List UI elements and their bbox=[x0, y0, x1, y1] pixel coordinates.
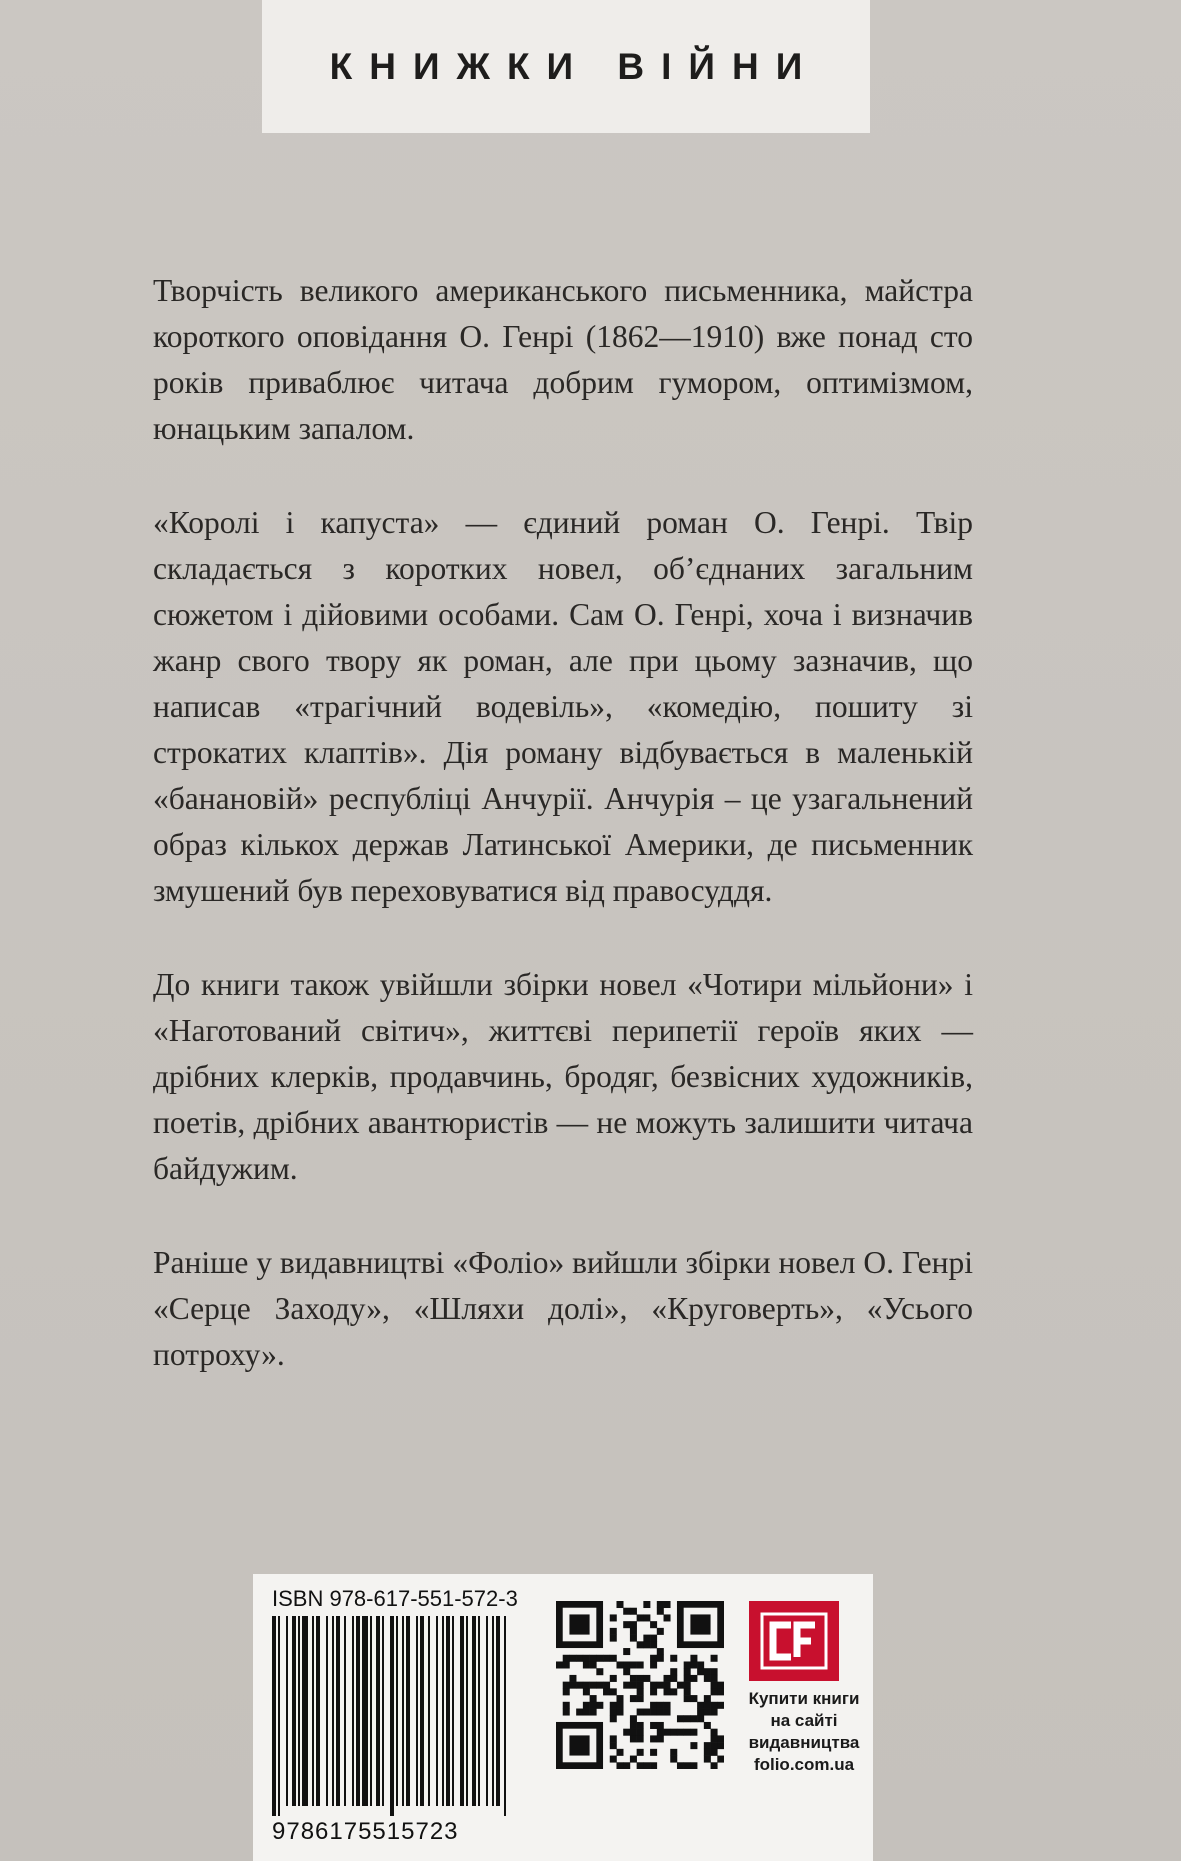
isbn-label: ISBN 978-617-551-572-3 bbox=[272, 1586, 518, 1611]
barcode-panel bbox=[253, 1574, 873, 1861]
book-annotation bbox=[153, 268, 973, 1426]
series-banner bbox=[262, 0, 870, 133]
buy-line: видавництва bbox=[748, 1733, 860, 1752]
buy-books-note bbox=[739, 1688, 869, 1776]
folio-logo-icon bbox=[749, 1601, 839, 1681]
publisher-website: folio.com.ua bbox=[753, 1755, 855, 1774]
buy-line: на сайті bbox=[770, 1711, 838, 1730]
annotation-paragraph: Творчість великого американського письменника, майстра короткого оповідання О. Генрі (1862—1910) вже понад сто років приваблює читача добрим гумором, оптимізмом, юнацьким запалом. bbox=[153, 273, 973, 446]
annotation-paragraph: Раніше у видавництві «Фоліо» вийшли збірки новел О. Генрі «Серце Заходу», «Шляхи долі», «Круговерть», «Усього потроху». bbox=[153, 1245, 973, 1372]
annotation-paragraph: «Королі і капуста» — єдиний роман О. Генрі. Твір складається з коротких новел, об’єднаних загальним сюжетом і дійовими особами. Сам О. Генрі, хоча і визначив жанр свого твору як роман, але при цьому зазначив, що написав «трагічний водевіль», «комедію, пошиту зі строкатих клаптів». Дія роману відбувається в маленькій «банановій» республіці Анчурії. Анчурія – це узагальнений образ кількох держав Латинської Америки, де письменник змушений був переховуватися від правосуддя. bbox=[153, 505, 973, 908]
qr-code-icon bbox=[556, 1601, 724, 1769]
buy-line: Купити книги bbox=[748, 1689, 860, 1708]
series-title: КНИЖКИ ВІЙНИ bbox=[329, 45, 820, 87]
annotation-paragraph: До книги також увійшли збірки новел «Чотири мільйони» і «Наготований світич», життєві перипетії героїв яких — дрібних клерків, продавчинь, бродяг, безвісних художників, поетів, дрібних авантюристів — не можуть залишити читача байдужим. bbox=[153, 967, 973, 1186]
barcode-digits: 9786175515723 bbox=[272, 1818, 459, 1845]
